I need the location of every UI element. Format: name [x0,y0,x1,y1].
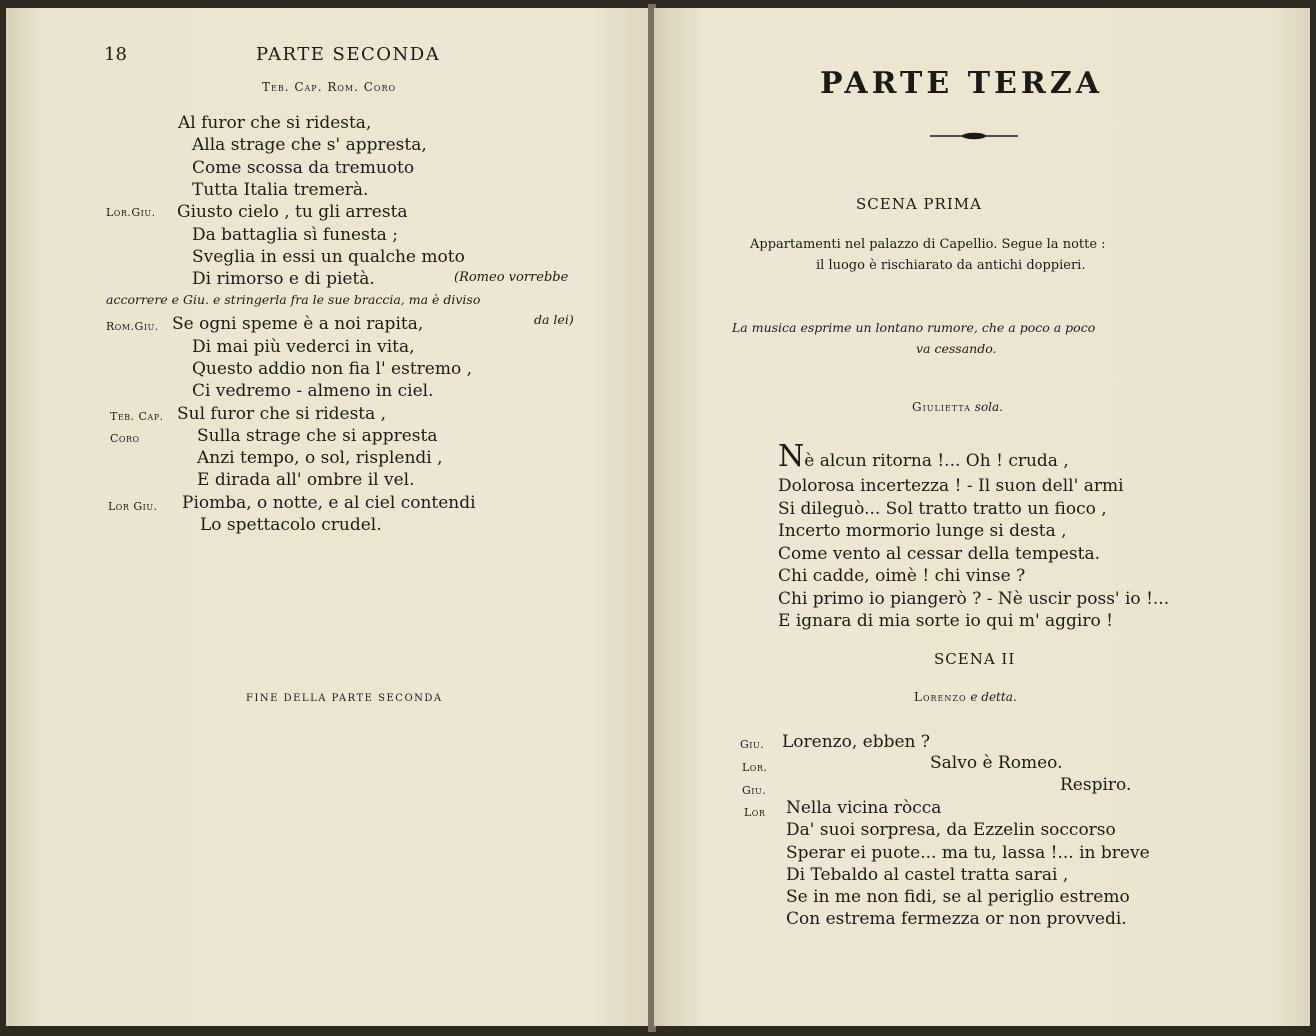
verse-line: Sperar ei puote... ma tu, lassa !... in breve [786,843,1150,863]
character-note: e detta. [970,690,1017,704]
verse-line: Di rimorso e di pietà. [192,269,375,289]
verse-line: E dirada all' ombre il vel. [197,470,415,490]
running-head: PARTE SECONDA [256,44,441,65]
stage-direction: accorrere e Giu. e stringerla fra le sue braccia, ma è diviso [106,292,481,307]
verse-line: Chi primo io piangerò ? - Nè uscir poss' io !... [778,589,1170,609]
verse-line: Salvo è Romeo. [930,753,1063,773]
verse-line: Dolorosa incertezza ! - Il suon dell' armi [778,476,1124,496]
verse-line: Con estrema fermezza or non provvedi. [786,909,1127,929]
verse-line: Sulla strage che si appresta [197,426,438,446]
speaker-label: Rom.Giu. [106,320,159,333]
speaker-label: Teb. Cap. [110,410,164,423]
verse-line: Alla strage che s' appresta, [192,135,427,155]
verse-line: Da' suoi sorpresa, da Ezzelin soccorso [786,820,1116,840]
speaker-label: Coro [110,432,140,445]
character-heading [914,690,1017,704]
setting-line: il luogo è rischiarato da antichi doppieri. [816,258,1086,273]
verse-line: Nella vicina ròcca [786,798,942,818]
verse-line: Sul furor che si ridesta , [177,404,387,424]
character-name: Giulietta [912,400,971,414]
character-note: sola. [974,400,1003,414]
speaker-label: Lor. [742,761,768,774]
verse-line: Lo spettacolo crudel. [200,515,382,535]
stage-direction: da lei) [534,312,574,327]
scene-heading: SCENA PRIMA [856,195,982,213]
verse-line: Se ogni speme è a noi rapita, [172,314,424,334]
verse-line [778,439,1069,474]
verse-line: Sveglia in essi un qualche moto [192,247,465,267]
verse-line: Come scossa da tremuoto [192,158,415,178]
verse-line: Giusto cielo , tu gli arresta [177,202,408,222]
verse-line: Al furor che si ridesta, [178,113,372,133]
verse-line: Se in me non fidi, se al periglio estremo [786,887,1130,907]
verse-line: Anzi tempo, o sol, risplendi , [197,448,443,468]
verse-line: Questo addio non fia l' estremo , [192,359,473,379]
cast-line: Teb. Cap. Rom. Coro [262,80,397,94]
verse-line: Lorenzo, ebben ? [782,732,931,752]
verse-line: Di mai più vederci in vita, [192,337,415,357]
drop-cap: N [778,439,805,474]
stage-direction: va cessando. [916,341,997,356]
character-heading [912,400,1003,414]
speaker-label: Giu. [740,738,765,751]
speaker-label: Lor [744,806,766,819]
verse-line: Di Tebaldo al castel tratta sarai , [786,865,1069,885]
setting-line: Appartamenti nel palazzo di Capellio. Segue la notte : [750,237,1106,252]
stage-direction: (Romeo vorrebbe [454,270,569,285]
verse-line: Come vento al cessar della tempesta. [778,544,1100,564]
page-number: 18 [104,44,127,65]
speaker-label: Lor.Giu. [106,206,156,219]
stage-direction: La musica esprime un lontano rumore, che a poco a poco [732,320,1096,335]
scene-heading: SCENA II [934,650,1016,668]
verse-text: è alcun ritorna !... Oh ! cruda , [804,451,1069,471]
speaker-label: Giu. [742,784,767,797]
verse-line: Ci vedremo - almeno in ciel. [192,381,434,401]
verse-line: Piomba, o notte, e al ciel contendi [182,493,476,513]
ornament-rule-icon [930,132,1018,140]
speaker-label: Lor Giu. [108,500,158,513]
verse-line: Tutta Italia tremerà. [192,180,369,200]
end-of-part-note: FINE DELLA PARTE SECONDA [246,693,443,704]
verse-line: E ignara di mia sorte io qui m' aggiro ! [778,611,1113,631]
character-name: Lorenzo [914,690,967,704]
verse-line: Si dileguò... Sol tratto tratto un fioco , [778,499,1107,519]
verse-line: Da battaglia sì funesta ; [192,225,398,245]
verse-line: Respiro. [1060,775,1132,795]
verse-line: Chi cadde, oimè ! chi vinse ? [778,566,1026,586]
part-title: PARTE TERZA [820,66,1103,101]
verse-line: Incerto mormorio lunge si desta , [778,521,1067,541]
